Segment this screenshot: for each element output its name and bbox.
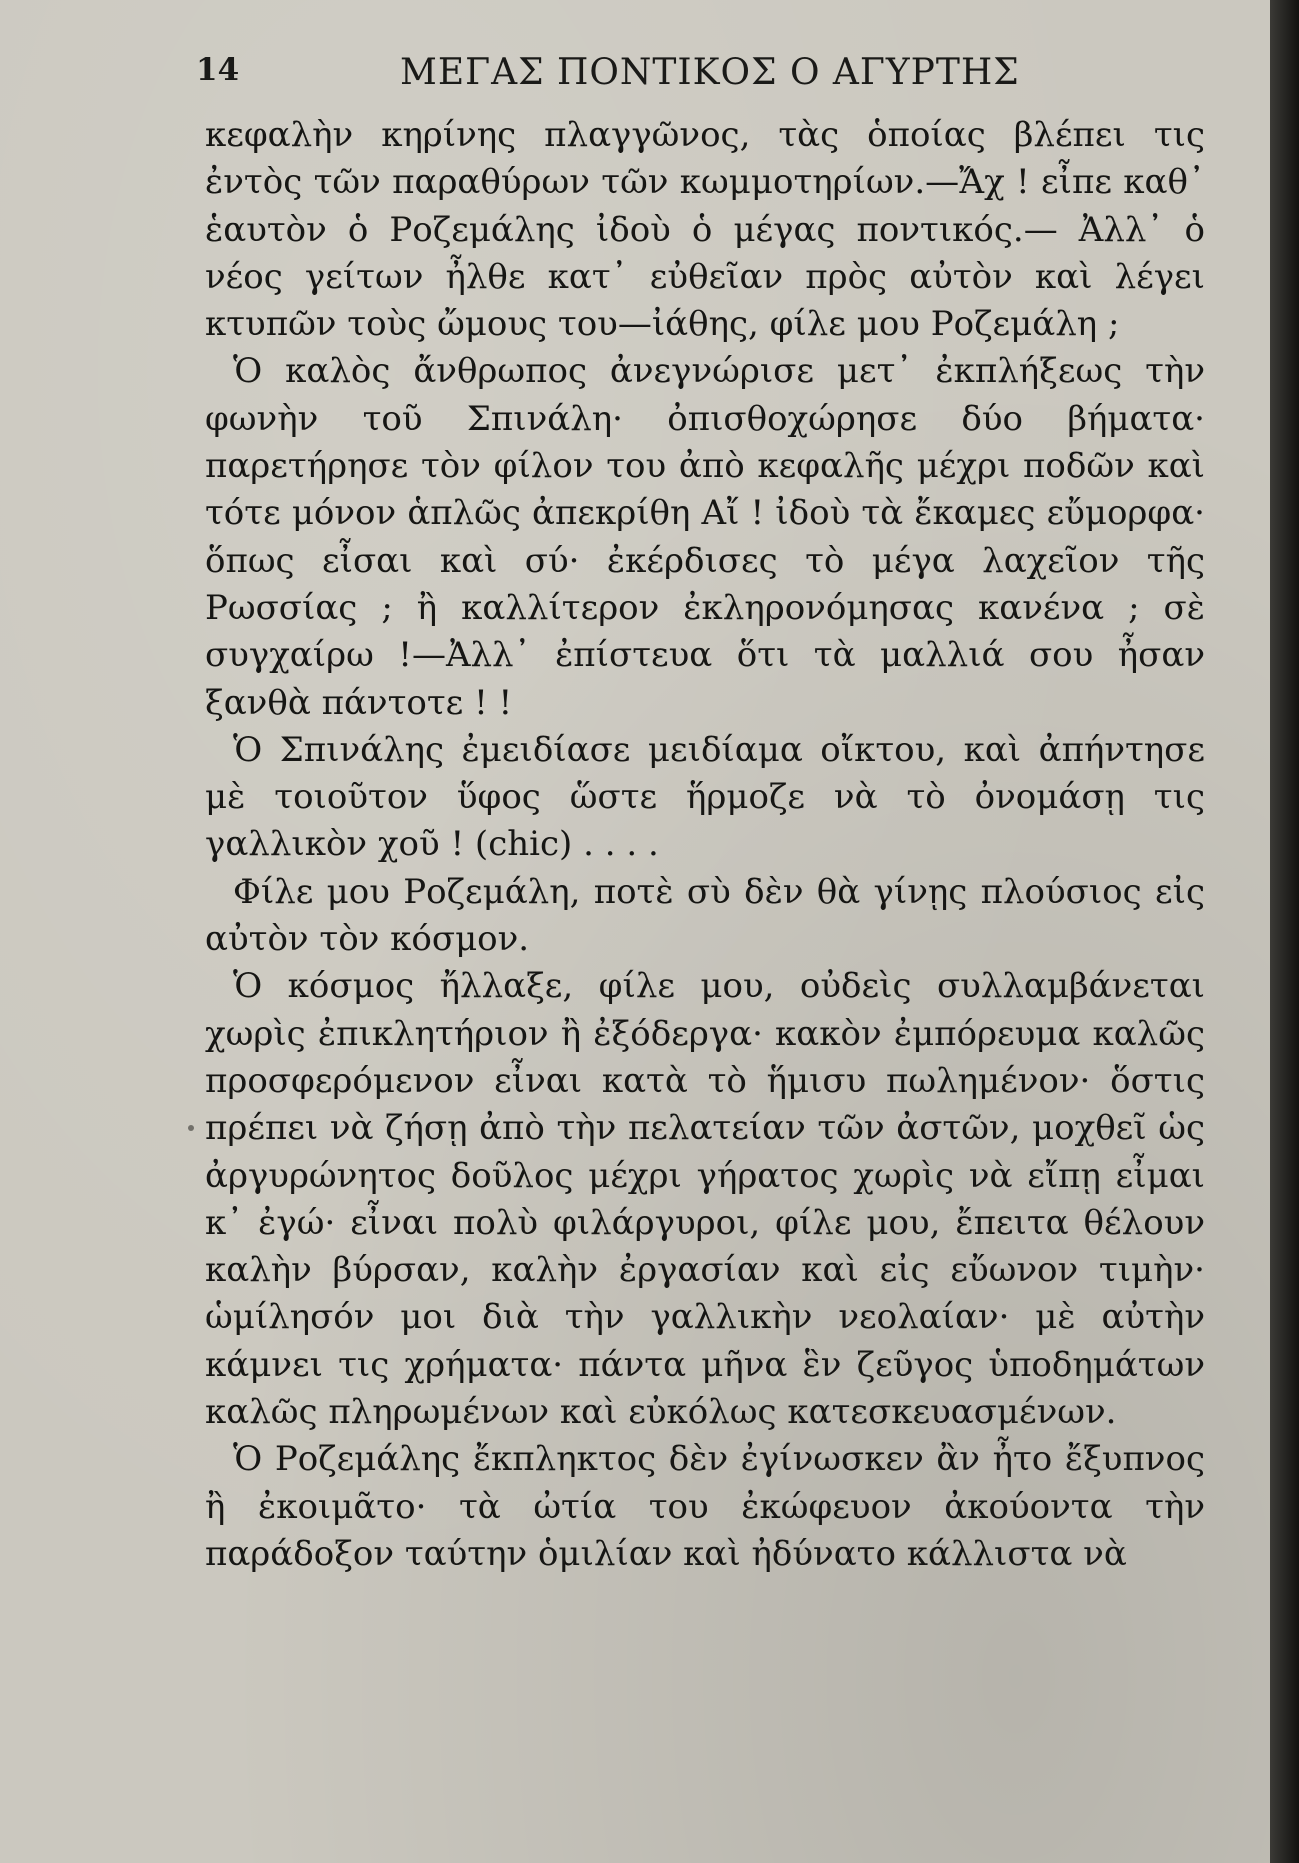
paragraph: Ὁ καλὸς ἄνθρωπος ἀνεγνώρισε μετ᾽ ἐκπλήξεως τὴν φωνὴν τοῦ Σπινάλη· ὀπισθοχώρησε δύο βήματα· παρετήρησε τὸν φίλον του ἀπὸ κεφαλῆς μέχρι ποδῶν καὶ τότε μόνον ἁπλῶς ἀπεκρίθη Αἴ ! ἰδοὺ τὰ ἔκαμες εὔμορφα· ὅπως εἶσαι καὶ σύ· ἐκέρδισες τὸ μέγα λαχεῖον τῆς Ρωσσίας ; ἢ καλλίτερον ἐκληρονόμησας κανένα ; σὲ συγχαίρω !—Ἀλλ᾽ ἐπίστευα ὅτι τὰ μαλλιά σου ἦσαν ξανθὰ πάντοτε ! !	[205, 351, 1205, 723]
paragraph: Ὁ Σπινάλης ἐμειδίασε μειδίαμα οἴκτου, καὶ ἀπήντησε μὲ τοιοῦτον ὕφος ὥστε ἥρμοζε νὰ τὸ ὀνομάσῃ τις γαλλικὸν χοῦ ! (chic) . . . .	[205, 729, 1205, 865]
paragraph: κεφαλὴν κηρίνης πλαγγῶνος, τὰς ὁποίας βλέπει τις ἐντὸς τῶν παραθύρων τῶν κωμμοτηρίων.—Ἄχ ! εἶπε καθ᾽ ἑαυτὸν ὁ Ροζεμάλης ἰδοὺ ὁ μέγας ποντικός.— Ἀλλ᾽ ὁ νέος γείτων ἦλθε κατ᾽ εὐθεῖαν πρὸς αὐτὸν καὶ λέγει κτυπῶν τοὺς ὤμους του—ἰάθης, φίλε μου Ροζεμάλη ;	[205, 115, 1205, 345]
body-text	[205, 112, 1205, 1578]
running-title: ΜΕΓΑΣ ΠΟΝΤΙΚΟΣ Ο ΑΓΥΡΤΗΣ	[400, 52, 1020, 93]
paragraph: Φίλε μου Ροζεμάλη, ποτὲ σὺ δὲν θὰ γίνῃς πλούσιος εἰς αὐτὸν τὸν κόσμον.	[205, 871, 1205, 960]
paragraph: Ὁ Ροζεμάλης ἔκπληκτος δὲν ἐγίνωσκεν ἂν ἦτο ἔξυπνος ἢ ἐκοιμᾶτο· τὰ ὠτία του ἐκώφευον ἀκούοντα τὴν παράδοξον ταύτην ὁμιλίαν καὶ ἠδύνατο κάλλιστα νὰ	[205, 1439, 1205, 1574]
paragraph: Ὁ κόσμος ἤλλαξε, φίλε μου, οὐδεὶς συλλαμβάνεται χωρὶς ἐπικλητήριον ἢ ἐξόδεργα· κακὸν ἐμπόρευμα καλῶς προσφερόμενον εἶναι κατὰ τὸ ἥμισυ πωλημένον· ὅστις πρέπει νὰ ζήσῃ ἀπὸ τὴν πελατείαν τῶν ἀστῶν, μοχθεῖ ὡς ἀργυρώνητος δοῦλος μέχρι γήρατος χωρὶς νὰ εἴπῃ εἶμαι κ᾽ ἐγώ· εἶναι πολὺ φιλάργυροι, φίλε μου, ἔπειτα θέλουν καλὴν βύρσαν, καλὴν ἐργασίαν καὶ εἰς εὔωνον τιμὴν· ὡμίλησόν μοι διὰ τὴν γαλλικὴν νεολαίαν· μὲ αὐτὴν κάμνει τις χρήματα· πάντα μῆνα ἓν ζεῦγος ὑποδημάτων καλῶς πληρωμένων καὶ εὐκόλως κατεσκευασμένων.	[205, 966, 1205, 1433]
ink-spot	[188, 1125, 194, 1131]
page-edge-shadow	[1270, 0, 1299, 1863]
page-header	[170, 52, 1170, 102]
page-number: 14	[196, 52, 240, 88]
